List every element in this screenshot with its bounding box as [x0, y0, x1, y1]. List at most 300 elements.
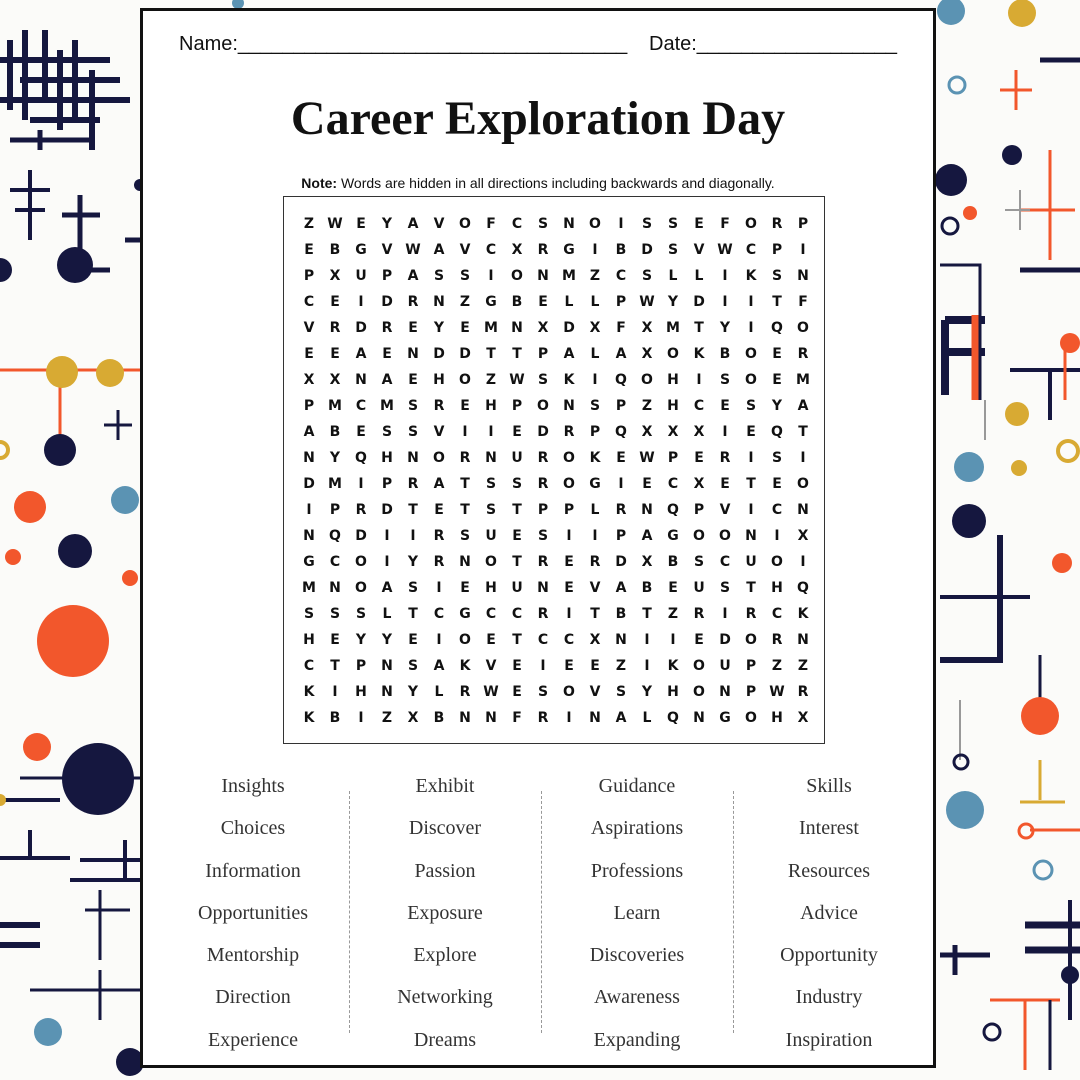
grid-cell[interactable]: I	[722, 424, 728, 440]
grid-cell[interactable]: B	[719, 346, 731, 362]
grid-cell[interactable]: M	[380, 398, 394, 414]
grid-cell[interactable]: Y	[355, 632, 367, 648]
grid-cell[interactable]: E	[720, 398, 730, 414]
grid-cell[interactable]: R	[563, 424, 575, 440]
grid-cell[interactable]: I	[566, 528, 572, 544]
grid-cell[interactable]: T	[694, 320, 704, 336]
grid-cell[interactable]: R	[433, 554, 445, 570]
grid-cell[interactable]: O	[485, 554, 497, 570]
grid-cell[interactable]: H	[667, 372, 679, 388]
grid-cell[interactable]: G	[459, 606, 471, 622]
grid-cell[interactable]: S	[485, 502, 497, 518]
grid-cell[interactable]: B	[329, 710, 341, 726]
grid-cell[interactable]: I	[384, 554, 390, 570]
grid-cell[interactable]: P	[667, 450, 679, 466]
grid-cell[interactable]: L	[668, 268, 678, 284]
grid-cell[interactable]: O	[459, 372, 471, 388]
grid-cell[interactable]: D	[459, 346, 471, 362]
grid-cell[interactable]: D	[615, 554, 627, 570]
grid-cell[interactable]: I	[384, 528, 390, 544]
grid-cell[interactable]: O	[745, 216, 757, 232]
grid-cell[interactable]: N	[303, 528, 315, 544]
grid-cell[interactable]: I	[306, 502, 312, 518]
grid-cell[interactable]: P	[745, 684, 757, 700]
grid-cell[interactable]: V	[589, 580, 601, 596]
grid-cell[interactable]: I	[592, 242, 598, 258]
grid-cell[interactable]: E	[460, 320, 470, 336]
grid-cell[interactable]: R	[459, 684, 471, 700]
grid-cell[interactable]: F	[486, 216, 496, 232]
grid-cell[interactable]: B	[433, 710, 445, 726]
grid-cell[interactable]: V	[433, 216, 445, 232]
grid-cell[interactable]: W	[639, 294, 655, 310]
grid-cell[interactable]: E	[330, 632, 340, 648]
grid-cell[interactable]: O	[797, 320, 809, 336]
grid-cell[interactable]: L	[564, 294, 574, 310]
grid-cell[interactable]: E	[564, 658, 574, 674]
grid-cell[interactable]: R	[537, 710, 549, 726]
grid-cell[interactable]: D	[719, 632, 731, 648]
grid-cell[interactable]: N	[745, 528, 757, 544]
grid-cell[interactable]: I	[696, 372, 702, 388]
grid-cell[interactable]: Z	[797, 658, 809, 674]
grid-cell[interactable]: S	[485, 476, 497, 492]
grid-cell[interactable]: S	[407, 398, 419, 414]
grid-cell[interactable]: C	[719, 554, 731, 570]
grid-cell[interactable]: R	[589, 554, 601, 570]
grid-cell[interactable]: P	[563, 502, 575, 518]
grid-cell[interactable]: O	[563, 450, 575, 466]
grid-cell[interactable]: S	[537, 216, 549, 232]
grid-cell[interactable]: Q	[771, 320, 783, 336]
grid-cell[interactable]: A	[381, 580, 393, 596]
grid-cell[interactable]: G	[355, 242, 367, 258]
grid-cell[interactable]: M	[484, 320, 498, 336]
grid-cell[interactable]: W	[717, 242, 733, 258]
grid-cell[interactable]: U	[745, 554, 757, 570]
grid-cell[interactable]: I	[592, 372, 598, 388]
name-field[interactable]: Name:___________________________________	[179, 33, 628, 55]
grid-cell[interactable]: E	[772, 372, 782, 388]
grid-cell[interactable]: O	[719, 528, 731, 544]
grid-cell[interactable]: Z	[589, 268, 601, 284]
grid-cell[interactable]: Q	[615, 424, 627, 440]
grid-cell[interactable]: O	[589, 216, 601, 232]
grid-cell[interactable]: Z	[667, 606, 679, 622]
grid-cell[interactable]: A	[303, 424, 315, 440]
grid-cell[interactable]: E	[486, 632, 496, 648]
grid-cell[interactable]: N	[797, 268, 809, 284]
grid-cell[interactable]: C	[511, 606, 523, 622]
grid-cell[interactable]: E	[304, 242, 314, 258]
grid-cell[interactable]: O	[693, 528, 705, 544]
grid-cell[interactable]: L	[694, 268, 704, 284]
grid-cell[interactable]: C	[667, 476, 679, 492]
grid-cell[interactable]: T	[772, 294, 782, 310]
grid-cell[interactable]: V	[485, 658, 497, 674]
grid-cell[interactable]: M	[328, 476, 342, 492]
grid-cell[interactable]: N	[485, 710, 497, 726]
grid-cell[interactable]: E	[408, 632, 418, 648]
grid-cell[interactable]: Q	[329, 528, 341, 544]
grid-cell[interactable]: V	[459, 242, 471, 258]
grid-cell[interactable]: B	[615, 606, 627, 622]
grid-cell[interactable]: W	[405, 242, 421, 258]
grid-cell[interactable]: M	[666, 320, 680, 336]
grid-cell[interactable]: A	[615, 580, 627, 596]
grid-cell[interactable]: D	[355, 528, 367, 544]
grid-cell[interactable]: R	[537, 450, 549, 466]
grid-cell[interactable]: R	[459, 450, 471, 466]
grid-cell[interactable]: P	[537, 502, 549, 518]
grid-cell[interactable]: C	[355, 398, 367, 414]
grid-cell[interactable]: B	[641, 580, 653, 596]
grid-cell[interactable]: P	[303, 268, 315, 284]
grid-cell[interactable]: Q	[771, 424, 783, 440]
grid-cell[interactable]: X	[641, 346, 653, 362]
grid-cell[interactable]: O	[433, 450, 445, 466]
grid-cell[interactable]: V	[719, 502, 731, 518]
grid-cell[interactable]: R	[797, 684, 809, 700]
grid-cell[interactable]: T	[512, 632, 522, 648]
grid-cell[interactable]: I	[644, 632, 650, 648]
grid-cell[interactable]: S	[589, 398, 601, 414]
grid-cell[interactable]: I	[462, 424, 468, 440]
grid-cell[interactable]: U	[511, 450, 523, 466]
grid-cell[interactable]: H	[667, 398, 679, 414]
grid-cell[interactable]: E	[460, 398, 470, 414]
grid-cell[interactable]: M	[302, 580, 316, 596]
grid-cell[interactable]: O	[459, 632, 471, 648]
grid-cell[interactable]: B	[329, 424, 341, 440]
grid-cell[interactable]: U	[485, 528, 497, 544]
grid-cell[interactable]: E	[694, 216, 704, 232]
grid-cell[interactable]: R	[537, 242, 549, 258]
grid-cell[interactable]: T	[746, 476, 756, 492]
grid-cell[interactable]: A	[433, 476, 445, 492]
grid-cell[interactable]: D	[433, 346, 445, 362]
grid-cell[interactable]: E	[512, 528, 522, 544]
grid-cell[interactable]: X	[797, 528, 809, 544]
grid-cell[interactable]: N	[693, 710, 705, 726]
grid-cell[interactable]: I	[592, 528, 598, 544]
grid-cell[interactable]: S	[537, 372, 549, 388]
grid-cell[interactable]: R	[407, 294, 419, 310]
grid-cell[interactable]: R	[797, 346, 809, 362]
grid-cell[interactable]: R	[329, 320, 341, 336]
grid-cell[interactable]: A	[641, 528, 653, 544]
grid-cell[interactable]: S	[459, 268, 471, 284]
grid-cell[interactable]: V	[381, 242, 393, 258]
grid-cell[interactable]: P	[381, 268, 393, 284]
grid-cell[interactable]: K	[797, 606, 809, 622]
grid-cell[interactable]: U	[511, 580, 523, 596]
grid-cell[interactable]: S	[407, 580, 419, 596]
grid-cell[interactable]: D	[303, 476, 315, 492]
grid-cell[interactable]: V	[303, 320, 315, 336]
grid-cell[interactable]: I	[358, 476, 364, 492]
grid-cell[interactable]: C	[615, 268, 627, 284]
grid-cell[interactable]: N	[537, 268, 549, 284]
grid-cell[interactable]: S	[745, 398, 757, 414]
grid-cell[interactable]: W	[769, 684, 785, 700]
grid-cell[interactable]: G	[563, 242, 575, 258]
grid-cell[interactable]: Q	[615, 372, 627, 388]
grid-cell[interactable]: O	[693, 658, 705, 674]
grid-cell[interactable]: A	[407, 268, 419, 284]
grid-cell[interactable]: A	[381, 372, 393, 388]
grid-cell[interactable]: P	[355, 658, 367, 674]
grid-cell[interactable]: X	[407, 710, 419, 726]
grid-cell[interactable]: Y	[719, 320, 731, 336]
grid-cell[interactable]: S	[667, 216, 679, 232]
grid-cell[interactable]: E	[356, 424, 366, 440]
grid-cell[interactable]: B	[329, 242, 341, 258]
grid-cell[interactable]: E	[408, 320, 418, 336]
grid-cell[interactable]: Z	[303, 216, 315, 232]
grid-cell[interactable]: P	[771, 242, 783, 258]
grid-cell[interactable]: E	[590, 658, 600, 674]
grid-cell[interactable]: K	[589, 450, 601, 466]
grid-cell[interactable]: X	[693, 424, 705, 440]
grid-cell[interactable]: N	[641, 502, 653, 518]
grid-cell[interactable]: S	[771, 268, 783, 284]
grid-cell[interactable]: N	[407, 450, 419, 466]
grid-cell[interactable]: R	[719, 450, 731, 466]
grid-cell[interactable]: Y	[667, 294, 679, 310]
grid-cell[interactable]: I	[358, 294, 364, 310]
grid-cell[interactable]: A	[407, 216, 419, 232]
grid-cell[interactable]: O	[745, 632, 757, 648]
grid-cell[interactable]: H	[303, 632, 315, 648]
grid-cell[interactable]: B	[667, 554, 679, 570]
grid-cell[interactable]: O	[667, 346, 679, 362]
grid-cell[interactable]: E	[304, 346, 314, 362]
grid-cell[interactable]: N	[511, 320, 523, 336]
grid-cell[interactable]: D	[537, 424, 549, 440]
grid-cell[interactable]: P	[303, 398, 315, 414]
grid-cell[interactable]: Q	[797, 580, 809, 596]
grid-cell[interactable]: C	[771, 502, 783, 518]
grid-cell[interactable]: Z	[485, 372, 497, 388]
grid-cell[interactable]: S	[407, 424, 419, 440]
grid-cell[interactable]: R	[433, 528, 445, 544]
grid-cell[interactable]: P	[797, 216, 809, 232]
grid-cell[interactable]: X	[641, 554, 653, 570]
grid-cell[interactable]: Y	[381, 216, 393, 232]
grid-cell[interactable]: K	[745, 268, 757, 284]
grid-cell[interactable]: S	[693, 554, 705, 570]
grid-cell[interactable]: K	[693, 346, 705, 362]
grid-cell[interactable]: V	[693, 242, 705, 258]
grid-cell[interactable]: C	[511, 216, 523, 232]
grid-cell[interactable]: S	[641, 268, 653, 284]
grid-cell[interactable]: I	[566, 710, 572, 726]
grid-cell[interactable]: H	[485, 398, 497, 414]
grid-cell[interactable]: I	[748, 320, 754, 336]
grid-cell[interactable]: K	[303, 684, 315, 700]
grid-cell[interactable]: P	[615, 528, 627, 544]
grid-cell[interactable]: Q	[667, 710, 679, 726]
grid-cell[interactable]: A	[433, 658, 445, 674]
grid-cell[interactable]: M	[328, 398, 342, 414]
grid-cell[interactable]: P	[615, 398, 627, 414]
grid-cell[interactable]: T	[330, 658, 340, 674]
grid-cell[interactable]: Y	[329, 450, 341, 466]
grid-cell[interactable]: O	[355, 554, 367, 570]
grid-cell[interactable]: T	[642, 606, 652, 622]
grid-cell[interactable]: C	[329, 554, 341, 570]
grid-cell[interactable]: N	[615, 632, 627, 648]
grid-cell[interactable]: E	[330, 346, 340, 362]
grid-cell[interactable]: W	[327, 216, 343, 232]
grid-cell[interactable]: I	[332, 684, 338, 700]
grid-cell[interactable]: S	[433, 268, 445, 284]
grid-cell[interactable]: S	[329, 606, 341, 622]
grid-cell[interactable]: N	[329, 580, 341, 596]
grid-cell[interactable]: H	[433, 372, 445, 388]
grid-cell[interactable]: Z	[459, 294, 471, 310]
grid-cell[interactable]: C	[771, 606, 783, 622]
grid-cell[interactable]: E	[356, 216, 366, 232]
grid-cell[interactable]: T	[512, 502, 522, 518]
grid-cell[interactable]: C	[693, 398, 705, 414]
grid-cell[interactable]: C	[485, 606, 497, 622]
grid-cell[interactable]: X	[303, 372, 315, 388]
grid-cell[interactable]: H	[771, 710, 783, 726]
grid-cell[interactable]: L	[434, 684, 444, 700]
grid-cell[interactable]: P	[329, 502, 341, 518]
grid-cell[interactable]: F	[798, 294, 808, 310]
grid-cell[interactable]: I	[670, 632, 676, 648]
grid-cell[interactable]: V	[433, 424, 445, 440]
grid-cell[interactable]: M	[796, 372, 810, 388]
grid-cell[interactable]: T	[408, 502, 418, 518]
grid-cell[interactable]: R	[407, 476, 419, 492]
grid-cell[interactable]: Z	[641, 398, 653, 414]
grid-cell[interactable]: I	[800, 554, 806, 570]
grid-cell[interactable]: R	[381, 320, 393, 336]
grid-cell[interactable]: I	[488, 424, 494, 440]
grid-cell[interactable]: X	[589, 632, 601, 648]
grid-cell[interactable]: S	[355, 606, 367, 622]
grid-cell[interactable]: E	[772, 346, 782, 362]
grid-cell[interactable]: Y	[407, 554, 419, 570]
grid-cell[interactable]: X	[329, 268, 341, 284]
grid-cell[interactable]: R	[537, 606, 549, 622]
grid-cell[interactable]: R	[537, 554, 549, 570]
grid-cell[interactable]: E	[538, 294, 548, 310]
grid-cell[interactable]: O	[459, 216, 471, 232]
grid-cell[interactable]: N	[485, 450, 497, 466]
grid-cell[interactable]: R	[537, 476, 549, 492]
grid-cell[interactable]: V	[589, 684, 601, 700]
grid-cell[interactable]: O	[355, 580, 367, 596]
grid-cell[interactable]: P	[511, 398, 523, 414]
grid-cell[interactable]: O	[693, 684, 705, 700]
grid-cell[interactable]: X	[667, 424, 679, 440]
grid-cell[interactable]: I	[618, 216, 624, 232]
grid-cell[interactable]: R	[615, 502, 627, 518]
grid-cell[interactable]: A	[563, 346, 575, 362]
grid-cell[interactable]: D	[355, 320, 367, 336]
grid-cell[interactable]: Q	[667, 502, 679, 518]
grid-cell[interactable]: R	[433, 398, 445, 414]
grid-cell[interactable]: T	[460, 502, 470, 518]
grid-cell[interactable]: G	[589, 476, 601, 492]
grid-cell[interactable]: P	[693, 502, 705, 518]
grid-cell[interactable]: Y	[407, 684, 419, 700]
grid-cell[interactable]: N	[381, 684, 393, 700]
grid-cell[interactable]: I	[358, 710, 364, 726]
grid-cell[interactable]: W	[509, 372, 525, 388]
grid-cell[interactable]: S	[667, 242, 679, 258]
grid-cell[interactable]: S	[407, 658, 419, 674]
grid-cell[interactable]: P	[615, 294, 627, 310]
grid-cell[interactable]: E	[382, 346, 392, 362]
grid-cell[interactable]: I	[748, 294, 754, 310]
grid-cell[interactable]: E	[642, 476, 652, 492]
grid-cell[interactable]: E	[616, 450, 626, 466]
grid-cell[interactable]: L	[590, 346, 600, 362]
grid-cell[interactable]: S	[771, 450, 783, 466]
grid-cell[interactable]: S	[511, 476, 523, 492]
grid-cell[interactable]: R	[771, 632, 783, 648]
grid-cell[interactable]: N	[563, 398, 575, 414]
grid-cell[interactable]: H	[771, 580, 783, 596]
grid-cell[interactable]: C	[433, 606, 445, 622]
grid-cell[interactable]: O	[745, 346, 757, 362]
grid-cell[interactable]: I	[488, 268, 494, 284]
grid-cell[interactable]: T	[460, 476, 470, 492]
grid-cell[interactable]: B	[511, 294, 523, 310]
grid-cell[interactable]: I	[800, 450, 806, 466]
grid-cell[interactable]: E	[668, 580, 678, 596]
grid-cell[interactable]: O	[537, 398, 549, 414]
grid-cell[interactable]: G	[303, 554, 315, 570]
grid-cell[interactable]: C	[485, 242, 497, 258]
grid-cell[interactable]: E	[512, 424, 522, 440]
grid-cell[interactable]: X	[641, 320, 653, 336]
grid-cell[interactable]: T	[512, 346, 522, 362]
grid-cell[interactable]: S	[303, 606, 315, 622]
grid-cell[interactable]: T	[512, 554, 522, 570]
grid-cell[interactable]: I	[722, 268, 728, 284]
grid-cell[interactable]: I	[800, 242, 806, 258]
grid-cell[interactable]: G	[719, 710, 731, 726]
grid-cell[interactable]: T	[798, 424, 808, 440]
grid-cell[interactable]: P	[537, 346, 549, 362]
grid-cell[interactable]: Z	[771, 658, 783, 674]
grid-cell[interactable]: P	[589, 424, 601, 440]
grid-cell[interactable]: X	[511, 242, 523, 258]
grid-cell[interactable]: H	[485, 580, 497, 596]
grid-cell[interactable]: K	[459, 658, 471, 674]
grid-cell[interactable]: F	[720, 216, 730, 232]
grid-cell[interactable]: R	[771, 216, 783, 232]
grid-cell[interactable]: T	[408, 606, 418, 622]
grid-cell[interactable]: K	[563, 372, 575, 388]
grid-cell[interactable]: E	[694, 632, 704, 648]
grid-cell[interactable]: P	[381, 476, 393, 492]
grid-cell[interactable]: H	[381, 450, 393, 466]
grid-cell[interactable]: O	[745, 372, 757, 388]
grid-cell[interactable]: C	[303, 294, 315, 310]
grid-cell[interactable]: Z	[381, 710, 393, 726]
grid-cell[interactable]: Y	[381, 632, 393, 648]
grid-cell[interactable]: A	[355, 346, 367, 362]
grid-cell[interactable]: E	[772, 476, 782, 492]
